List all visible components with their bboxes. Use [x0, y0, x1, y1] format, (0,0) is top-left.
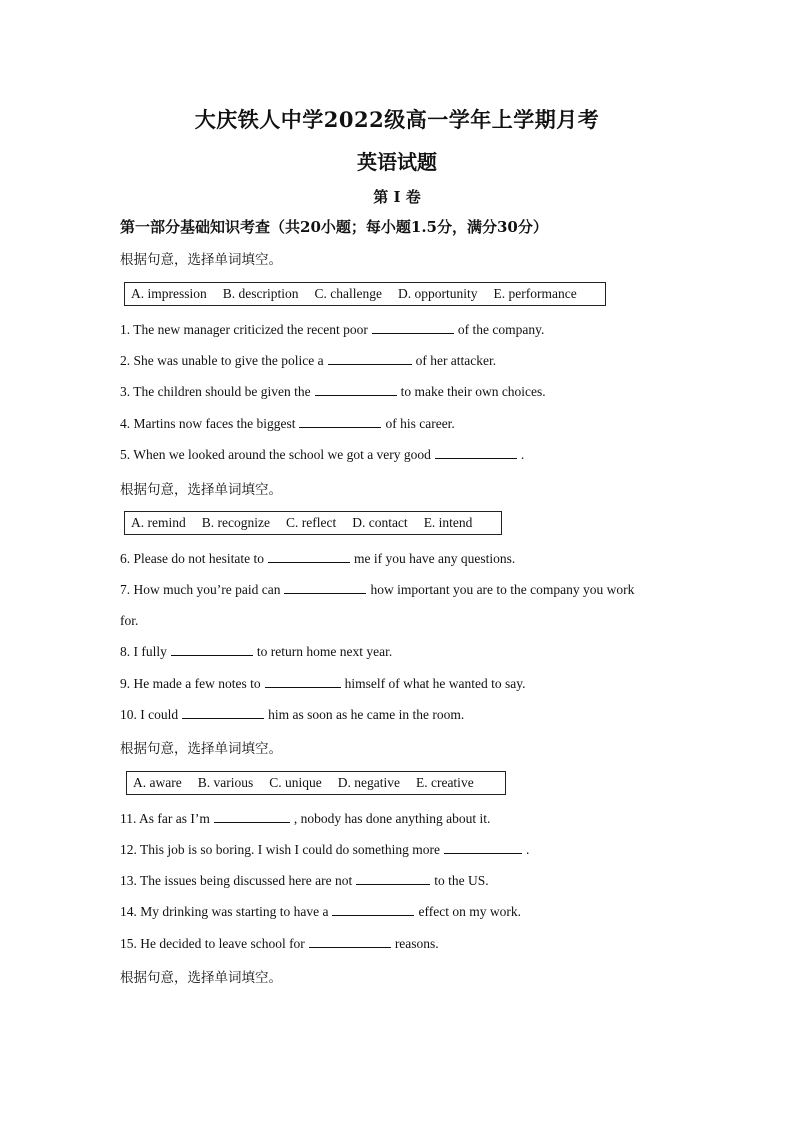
- question-item: [120, 447, 524, 463]
- answer-blank[interactable]: [444, 852, 522, 854]
- question-text: of the company.: [457, 322, 545, 337]
- word-option: D. contact: [352, 515, 408, 530]
- word-option: E. performance: [493, 286, 577, 301]
- section-heading: 第一部分基础知识考查（共20小题；每小题1.5分，满分30分）: [120, 218, 548, 236]
- word-bank-box: [124, 282, 606, 306]
- answer-blank[interactable]: [332, 914, 414, 916]
- word-option: C. unique: [269, 775, 322, 790]
- question-text: for.: [120, 613, 139, 628]
- question-item: [120, 842, 529, 858]
- exam-title: 大庆铁人中学2022级高一学年上学期月考: [194, 107, 600, 132]
- word-option: E. creative: [415, 775, 474, 790]
- word-option: E. intend: [423, 515, 473, 530]
- question-item: [120, 873, 489, 889]
- word-option: A. impression: [131, 286, 207, 301]
- question-text: 8. I fully: [120, 644, 167, 659]
- question-text: to return home next year.: [256, 644, 393, 659]
- question-text: 13. The issues being discussed here are not: [120, 873, 353, 888]
- question-item: [120, 416, 455, 432]
- answer-blank[interactable]: [182, 717, 264, 719]
- question-text: him as soon as he came in the room.: [268, 707, 465, 722]
- instruction-text: 根据句意，选择单词填空。: [120, 252, 282, 268]
- answer-blank[interactable]: [328, 363, 412, 365]
- question-text: 11. As far as I’m: [120, 811, 210, 826]
- question-item: [120, 582, 634, 598]
- word-option: B. various: [197, 775, 254, 790]
- word-option: B. recognize: [201, 515, 270, 530]
- question-text: effect on my work.: [418, 904, 521, 919]
- answer-blank[interactable]: [435, 457, 517, 459]
- question-text: of his career.: [385, 416, 455, 431]
- question-text: 5. When we looked around the school we got a very good: [120, 447, 431, 462]
- question-text: .: [526, 842, 530, 857]
- question-item: [120, 551, 515, 567]
- question-text: .: [520, 447, 525, 462]
- question-text: 10. I could: [120, 707, 179, 722]
- answer-blank[interactable]: [214, 821, 290, 823]
- question-item: [120, 707, 464, 723]
- answer-blank[interactable]: [268, 561, 350, 563]
- word-option: D. opportunity: [397, 286, 478, 301]
- word-option: C. challenge: [314, 286, 382, 301]
- question-text: 9. He made a few notes to: [120, 676, 261, 691]
- question-text: to make their own choices.: [400, 384, 546, 399]
- instruction-text: 根据句意，选择单词填空。: [120, 482, 282, 498]
- answer-blank[interactable]: [299, 426, 381, 428]
- question-text: 15. He decided to leave school for: [120, 936, 305, 951]
- word-bank-box: [124, 511, 502, 535]
- question-item: [120, 353, 496, 369]
- volume-label: 第 I 卷: [373, 188, 421, 206]
- question-text: me if you have any questions.: [353, 551, 516, 566]
- instruction-text: 根据句意，选择单词填空。: [120, 970, 282, 986]
- question-item: [120, 644, 392, 660]
- word-option: C. reflect: [285, 515, 337, 530]
- question-text: of her attacker.: [415, 353, 497, 368]
- word-option: A. remind: [131, 515, 186, 530]
- question-item: [120, 613, 138, 629]
- question-text: 12. This job is so boring. I wish I could do something more: [120, 842, 440, 857]
- answer-blank[interactable]: [309, 946, 391, 948]
- answer-blank[interactable]: [265, 686, 341, 688]
- question-text: how important you are to the company you work: [370, 582, 635, 597]
- question-item: [120, 322, 544, 338]
- word-option: A. aware: [133, 775, 182, 790]
- answer-blank[interactable]: [356, 883, 430, 885]
- answer-blank[interactable]: [284, 592, 366, 594]
- question-item: [120, 904, 521, 920]
- question-text: to the US.: [434, 873, 489, 888]
- word-option: B. description: [222, 286, 299, 301]
- question-text: 2. She was unable to give the police a: [120, 353, 324, 368]
- answer-blank[interactable]: [171, 654, 253, 656]
- question-item: [120, 936, 439, 952]
- word-bank-box: [126, 771, 506, 795]
- answer-blank[interactable]: [315, 394, 397, 396]
- question-text: 7. How much you’re paid can: [120, 582, 281, 597]
- question-text: 6. Please do not hesitate to: [120, 551, 264, 566]
- question-text: 14. My drinking was starting to have a: [120, 904, 329, 919]
- question-item: [120, 811, 490, 827]
- question-item: [120, 676, 526, 692]
- question-text: , nobody has done anything about it.: [293, 811, 491, 826]
- word-option: D. negative: [337, 775, 400, 790]
- question-text: reasons.: [394, 936, 439, 951]
- answer-blank[interactable]: [372, 332, 454, 334]
- question-text: 4. Martins now faces the biggest: [120, 416, 296, 431]
- exam-subtitle: 英语试题: [357, 150, 437, 174]
- question-text: 1. The new manager criticized the recent poor: [120, 322, 368, 337]
- question-item: [120, 384, 546, 400]
- question-text: himself of what he wanted to say.: [344, 676, 526, 691]
- question-text: 3. The children should be given the: [120, 384, 311, 399]
- instruction-text: 根据句意，选择单词填空。: [120, 741, 282, 757]
